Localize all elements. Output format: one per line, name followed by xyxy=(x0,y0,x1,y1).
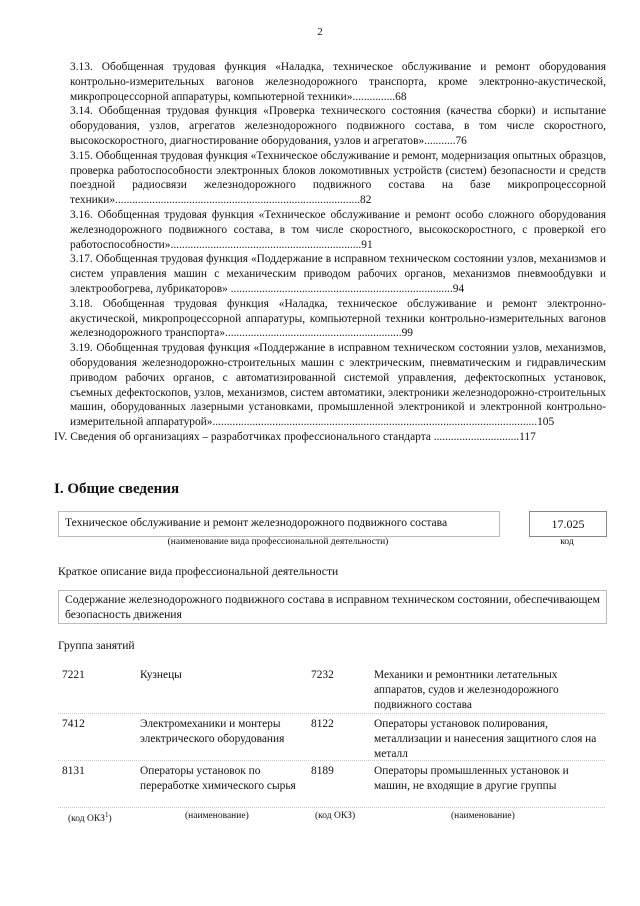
toc-entry xyxy=(70,149,606,208)
table-of-contents xyxy=(54,60,606,445)
toc-entry-title: 3.14. Обобщенная трудовая функция «Проверка технического состояния (качества сборки) и испытание оборудования, узлов, агрегатов железнодорожного подвижного состава, в том числе скоростного, высокоскоростного, диагностирование оборудования, узлов и агрегатов» xyxy=(70,105,606,147)
toc-page-number: 68 xyxy=(395,90,407,103)
toc-entry xyxy=(54,430,606,445)
toc-entry xyxy=(70,208,606,252)
occupation-name: Электромеханики и монтеры электрического оборудования xyxy=(140,718,285,745)
activity-name-box xyxy=(58,511,500,537)
okz-code-caption: (код ОКЗ) xyxy=(315,811,356,821)
description-text: Содержание железнодорожного подвижного состава в исправном техническом состоянии, обеспечивающем безопасность движения xyxy=(65,593,600,621)
table-captions xyxy=(58,808,605,824)
toc-leader: .............................................................................. xyxy=(227,282,453,295)
activity-name: Техническое обслуживание и ремонт железнодорожного подвижного состава xyxy=(65,516,448,529)
description-box xyxy=(58,590,607,624)
toc-entry xyxy=(70,297,606,341)
okz-code: 7221 xyxy=(62,669,85,681)
page-number: 2 xyxy=(317,26,323,38)
toc-leader: ............... xyxy=(352,90,396,103)
toc-entry xyxy=(70,104,606,148)
toc-entry-title: 3.15. Обобщенная трудовая функция «Техническое обслуживание и ремонт, модернизация опытных образцов, проверка работоспособности электронных блоков локомотивных устройств (систем) безопасности и средств поездной радиосвязи железнодорожного подвижного состава на базе микропроцессорной техники» xyxy=(70,149,606,207)
toc-page-number: 91 xyxy=(361,238,373,251)
occupation-name: Операторы установок полирования, металлизации и нанесения защитного слоя на металл xyxy=(374,718,597,760)
occupation-name: Механики и ремонтники летательных аппаратов, судов и железнодорожного подвижного состава xyxy=(374,669,559,711)
activity-code-caption: код xyxy=(560,537,574,547)
toc-entry-title: 3.19. Обобщенная трудовая функция «Поддержание в исправном техническом состоянии узлов, механизмов, оборудования железнодорожно-строительных машин с электрическим, пневматическим и гидравлическим приводом рабочих органов, с автоматизированной системой управления, дефектоскопных установок, съемных дефектоскопов, узлов, механизмов, систем автоматики, электроники железнодорожно-строительных машин, оборудованных лазерными установками, промышленной электроникой и электронной контрольно-измерительной аппаратурой» xyxy=(70,342,606,429)
okz-code-caption: (код ОКЗ$^1$) xyxy=(68,811,112,825)
toc-page-number: 82 xyxy=(360,194,372,207)
toc-entry-title: 3.18. Обобщенная трудовая функция «Наладка, техническое обслуживание и ремонт электронно-акустической, микропроцессорной аппаратуры, компьютерной техники контрольно-измерительных вагонов железнодорожного транспорта» xyxy=(70,297,606,340)
table-row xyxy=(58,714,605,761)
toc-entry xyxy=(70,252,606,296)
toc-entry-title: 3.16. Обобщенная трудовая функция «Техническое обслуживание и ремонт особо сложного оборудования железнодорожного подвижного состава, в том числе скоростного, высокоскоростного, с проверкой его работоспособности» xyxy=(70,208,606,251)
toc-page-number: 105 xyxy=(537,416,555,429)
toc-leader: ........... xyxy=(424,134,456,147)
toc-entry-title: IV. Сведения об организациях – разработчиках профессионального стандарта xyxy=(54,430,431,443)
occupation-name: Кузнецы xyxy=(140,669,182,681)
toc-entry xyxy=(70,60,606,104)
okz-code: 7412 xyxy=(62,718,85,730)
toc-entry-title: 3.17. Обобщенная трудовая функция «Поддержание в исправном техническом состоянии узлов, механизмов и систем управления машин с механическим приводом рабочих органов, механизмов пневмообдувки и электрообогрева, лубрикаторов» xyxy=(70,253,606,295)
activity-code: 17.025 xyxy=(551,517,585,531)
toc-leader: .................................................................................................................. xyxy=(212,416,538,429)
section-title: I. Общие сведения xyxy=(54,481,180,497)
activity-name-caption: (наименование вида профессиональной деятельности) xyxy=(167,537,389,547)
toc-entry-title: 3.13. Обобщенная трудовая функция «Наладка, техническое обслуживание и ремонт оборудования контрольно-измерительных вагонов железнодорожного транспорта, кроме электронно-акустической, микропроцессорной аппаратуры, компьютерной техники» xyxy=(70,61,606,103)
toc-leader: ................................................................... xyxy=(170,238,362,251)
okz-code: 7232 xyxy=(311,669,334,681)
toc-leader: .............................................................. xyxy=(225,327,402,340)
footnote-marker: 1 xyxy=(104,811,109,819)
table-row xyxy=(58,665,605,714)
toc-leader: ...................................................................................... xyxy=(115,194,361,207)
occupation-name: Операторы промышленных установок и машин, не входящие в другие группы xyxy=(374,765,569,792)
toc-leader: .............................. xyxy=(430,430,520,443)
okz-code: 8122 xyxy=(311,718,334,730)
toc-page-number: 76 xyxy=(455,134,467,147)
toc-entry xyxy=(70,341,606,430)
toc-page-number: 94 xyxy=(452,282,465,295)
occupation-group-table xyxy=(58,665,605,824)
activity-code-box xyxy=(529,511,607,537)
occupation-name: Операторы установок по переработке химического сырья xyxy=(140,765,296,792)
name-caption: (наименование) xyxy=(185,811,249,821)
toc-page-number: 117 xyxy=(519,430,536,443)
occupation-group-label: Группа занятий xyxy=(58,639,135,652)
table-row xyxy=(58,761,605,808)
name-caption: (наименование) xyxy=(451,811,515,821)
toc-page-number: 99 xyxy=(401,327,413,340)
description-label: Краткое описание вида профессиональной деятельности xyxy=(58,565,339,578)
okz-code: 8189 xyxy=(311,765,334,777)
okz-code: 8131 xyxy=(62,765,85,777)
